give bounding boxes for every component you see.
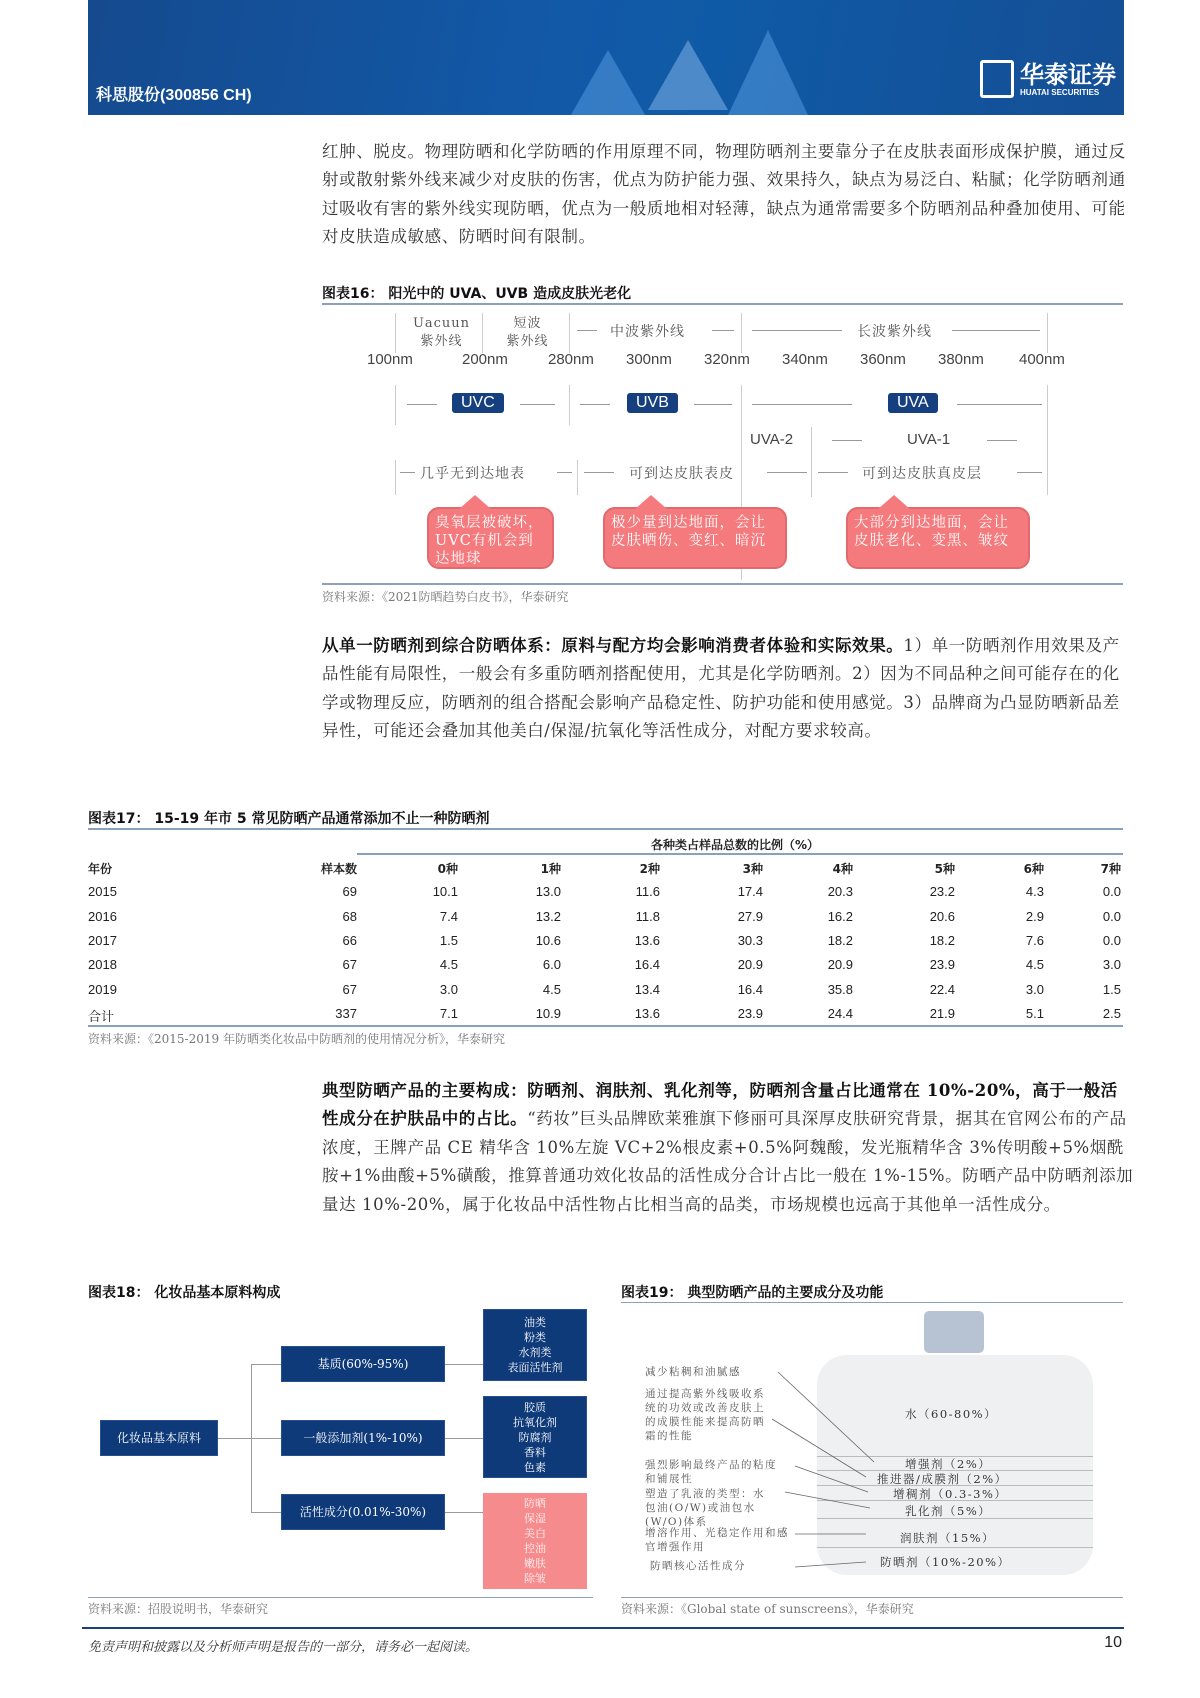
column-header: 样本数 (320, 862, 357, 876)
note: 减少粘稠和油腻感 (645, 1366, 741, 1378)
para2-body: 1）单一防晒剂作用效果及产品性能有局限性，一般会有多重防晒剂搭配使用，尤其是化学防晒剂。2）因为不同品种之间可能存在的化学或物理反应，防晒剂的组合搭配会影响产品稳定性、防护功能和使用感觉。3）品牌商为凸显防晒新品差异性，可能还会叠加其他美白/保湿/抗氧化等活性成分，对配方要求较高。 (322, 636, 1120, 741)
note: 防晒核心活性成分 (650, 1560, 746, 1572)
note: 强烈影响最终产品的粘度和铺展性 (645, 1459, 777, 1485)
table-cell: 23.9 (737, 1006, 763, 1021)
layer-emollient: 润肤剂（15%） (900, 1531, 996, 1545)
layer-emulsifier: 乳化剂（5%） (905, 1504, 992, 1518)
column-header: 2种 (639, 862, 660, 876)
mid-uv-label: 中波紫外线 (610, 324, 685, 340)
table-cell: 6.0 (542, 957, 561, 972)
uva-badge: UVA (888, 393, 938, 413)
stock-name: 科思股份(300856 CH) (96, 87, 252, 104)
reach-label: 可到达皮肤表皮 (629, 466, 734, 482)
table-cell: 0.0 (1102, 909, 1121, 924)
table-cell: 2019 (88, 982, 117, 997)
fig18-title: 图表18： 化妆品基本原料构成 (88, 1285, 281, 1301)
table-cell: 16.2 (827, 909, 853, 924)
column-header: 0种 (437, 862, 458, 876)
nm-label: 340nm (782, 351, 828, 368)
nm-label: 100nm (367, 351, 413, 368)
uvb-note: 极少量到达地面，会让皮肤晒伤、变红、暗沉 (603, 507, 787, 569)
table-cell: 20.3 (827, 884, 853, 899)
table-cell: 3.0 (1025, 982, 1044, 997)
nm-label: 320nm (704, 351, 750, 368)
nm-label: 380nm (938, 351, 984, 368)
nm-label: 360nm (860, 351, 906, 368)
table-cell: 10.6 (535, 933, 561, 948)
matrix-box: 基质(60%-95%) (281, 1346, 445, 1382)
table-cell: 23.2 (929, 884, 955, 899)
column-header: 4种 (832, 862, 853, 876)
table-cell: 18.2 (827, 933, 853, 948)
table-cell: 4.5 (1025, 957, 1044, 972)
column-header: 1种 (540, 862, 561, 876)
layer-sunscreen: 防晒剂（10%-20%） (880, 1555, 1011, 1569)
table-cell: 2018 (88, 957, 117, 972)
table-cell: 10.1 (432, 884, 458, 899)
table-cell: 18.2 (929, 933, 955, 948)
table-cell: 68 (342, 909, 357, 924)
table-cell: 66 (342, 933, 357, 948)
long-uv-label: 长波紫外线 (857, 324, 932, 340)
page-number: 10 (1104, 1634, 1122, 1651)
footer-rule (82, 1627, 1124, 1629)
table-cell: 13.6 (634, 933, 660, 948)
nm-label: 200nm (462, 351, 508, 368)
nm-label: 280nm (548, 351, 594, 368)
reach-label: 几乎无到达地表 (420, 466, 525, 482)
table-cell: 23.9 (929, 957, 955, 972)
logo-cn: 华泰证券 (1020, 60, 1116, 89)
table-cell: 5.1 (1025, 1006, 1044, 1021)
root-box: 化妆品基本原料 (100, 1420, 218, 1456)
table-cell: 2016 (88, 909, 117, 924)
table-cell: 3.0 (1102, 957, 1121, 972)
fig18-source: 资料来源：招股说明书，华泰研究 (88, 1602, 269, 1616)
table-cell: 30.3 (737, 933, 763, 948)
table-cell: 13.2 (535, 909, 561, 924)
matrix-leaf: 油类 粉类 水剂类 表面活性剂 (483, 1309, 587, 1381)
table-cell: 0.0 (1102, 933, 1121, 948)
column-header: 6种 (1023, 862, 1044, 876)
column-header: 7种 (1100, 862, 1121, 876)
nm-label: 400nm (1019, 351, 1065, 368)
logo-en: HUATAI SECURITIES (1020, 87, 1100, 97)
table-cell: 2.9 (1025, 909, 1044, 924)
active-leaf: 防晒 保湿 美白 控油 嫩肤 除皱 (483, 1493, 587, 1589)
divider (621, 1597, 1123, 1598)
footer-disclaimer: 免责声明和披露以及分析师声明是报告的一部分，请务必一起阅读。 (88, 1640, 479, 1655)
paragraph-1: 红肿、脱皮。物理防晒和化学防晒的作用原理不同，物理防晒剂主要靠分子在皮肤表面形成保护膜，通过反射或散射紫外线来减少对皮肤的伤害，优点为防护能力强、效果持久，缺点为易泛白、粘腻；化学防晒剂通过吸收有害的紫外线实现防晒，优点为一般质地相对轻薄，缺点为通常需要多个防晒剂品种叠加使用、可能对皮肤造成敏感、防晒时间有限制。 (322, 142, 1126, 247)
table-cell: 35.8 (827, 982, 853, 997)
active-box: 活性成分(0.01%-30%) (281, 1494, 445, 1530)
table-cell: 7.6 (1025, 933, 1044, 948)
table-cell: 20.9 (827, 957, 853, 972)
fig17-source: 资料来源：《2015-2019 年防晒类化妆品中防晒剂的使用情况分析》，华泰研究 (88, 1032, 505, 1046)
uvc-note: 臭氧层被破坏，UVC有机会到达地球 (427, 507, 554, 569)
fig19-source: 资料来源：《Global state of sunscreens》，华泰研究 (621, 1602, 914, 1616)
additive-leaf: 胶质 抗氧化剂 防腐剂 香料 色素 (483, 1396, 587, 1478)
table-cell: 337 (335, 1006, 357, 1021)
layer-water: 水（60-80%） (905, 1407, 998, 1421)
table-cell: 67 (342, 982, 357, 997)
fig17-title: 图表17： 15-19 年市 5 常见防晒产品通常添加不止一种防晒剂 (88, 811, 490, 827)
layer-enhancer: 增强剂（2%） (905, 1457, 992, 1471)
table-cell: 17.4 (737, 884, 763, 899)
note: 通过提高紫外线吸收系统的功效或改善皮肤上的成膜性能来提高防晒霜的性能 (645, 1388, 765, 1442)
table-cell: 13.0 (535, 884, 561, 899)
vacuum-uv-label: Uacuun 紫外线 (412, 316, 471, 349)
table-cell: 69 (342, 884, 357, 899)
table-cell: 11.8 (635, 909, 660, 924)
uvb-badge: UVB (627, 393, 678, 413)
group-header: 各种类占样品总数的比例（%） (650, 838, 820, 852)
table-cell: 2015 (88, 884, 117, 899)
table-cell: 10.9 (535, 1006, 561, 1021)
table-cell: 2017 (88, 933, 117, 948)
table-cell: 67 (342, 957, 357, 972)
note: 塑造了乳液的类型：水包油(O/W)或油包水(W/O)体系 (645, 1488, 765, 1528)
column-header: 年份 (88, 862, 113, 876)
table-cell: 11.6 (635, 884, 660, 899)
table-cell: 13.4 (634, 982, 660, 997)
table-cell: 20.6 (929, 909, 955, 924)
fig16-title: 图表16： 阳光中的 UVA、UVB 造成皮肤光老化 (322, 286, 632, 302)
para3-lead: 典型防晒产品的主要构成：防晒剂、润肤剂、乳化剂等，防晒剂含量占比通常在 10%-20%，高于一般活性成分在护肤品中的占比。 (322, 1081, 1118, 1129)
table-cell: 0.0 (1102, 884, 1121, 899)
table-cell: 4.3 (1025, 884, 1044, 899)
table-cell: 7.4 (439, 909, 458, 924)
table-cell: 13.6 (634, 1006, 660, 1021)
table-cell: 1.5 (1102, 982, 1121, 997)
table-cell: 4.5 (439, 957, 458, 972)
para3-body: “药妆”巨头品牌欧莱雅旗下修丽可具深厚皮肤研究背景，据其在官网公布的产品浓度，王牌产品 CE 精华含 10%左旋 VC+2%根皮素+0.5%阿魏酸，发光瓶精华含 3%传明酸+5%烟酰胺+1%曲酸+5%磺酸，推算普通功效化妆品的活性成分合计占比一般在 1%-15%。防晒产品中防晒剂添加量达 10%-20%，属于化妆品中活性物占比相当高的品类，市场规模也远高于其他单一活性成分。 (322, 1109, 1134, 1214)
fig16-source: 资料来源：《2021防晒趋势白皮书》，华泰研究 (322, 590, 569, 604)
reach-label: 可到达皮肤真皮层 (862, 466, 982, 482)
nm-label: 300nm (626, 351, 672, 368)
table-cell: 2.5 (1102, 1006, 1121, 1021)
table-cell: 7.1 (439, 1006, 458, 1021)
short-uv-label: 短波 紫外线 (506, 316, 549, 349)
uva2-label: UVA-2 (750, 431, 794, 448)
fig19-title: 图表19： 典型防晒产品的主要成分及功能 (621, 1285, 884, 1301)
layer-thickener: 增稠剂（0.3-3%） (893, 1487, 1008, 1501)
table-cell: 16.4 (634, 957, 660, 972)
additive-box: 一般添加剂(1%-10%) (281, 1420, 445, 1456)
table-cell: 4.5 (542, 982, 561, 997)
uva1-label: UVA-1 (907, 431, 951, 448)
table-cell: 27.9 (737, 909, 763, 924)
table-cell: 24.4 (827, 1006, 853, 1021)
table-cell: 合计 (88, 1009, 115, 1024)
table-cell: 1.5 (439, 933, 458, 948)
layer-propellant: 推进器/成膜剂（2%） (877, 1472, 1008, 1486)
table-cell: 3.0 (439, 982, 458, 997)
column-header: 5种 (934, 862, 955, 876)
uvc-badge: UVC (452, 393, 504, 413)
para2-lead: 从单一防晒剂到综合防晒体系：原料与配方均会影响消费者体验和实际效果。 (322, 636, 904, 655)
table-cell: 16.4 (737, 982, 763, 997)
table-cell: 20.9 (737, 957, 763, 972)
table-cell: 21.9 (929, 1006, 955, 1021)
table-cell: 22.4 (929, 982, 955, 997)
column-header: 3种 (742, 862, 763, 876)
uva-note: 大部分到达地面，会让皮肤老化、变黑、皱纹 (846, 507, 1030, 569)
note: 增溶作用、光稳定作用和感官增强作用 (645, 1527, 789, 1553)
